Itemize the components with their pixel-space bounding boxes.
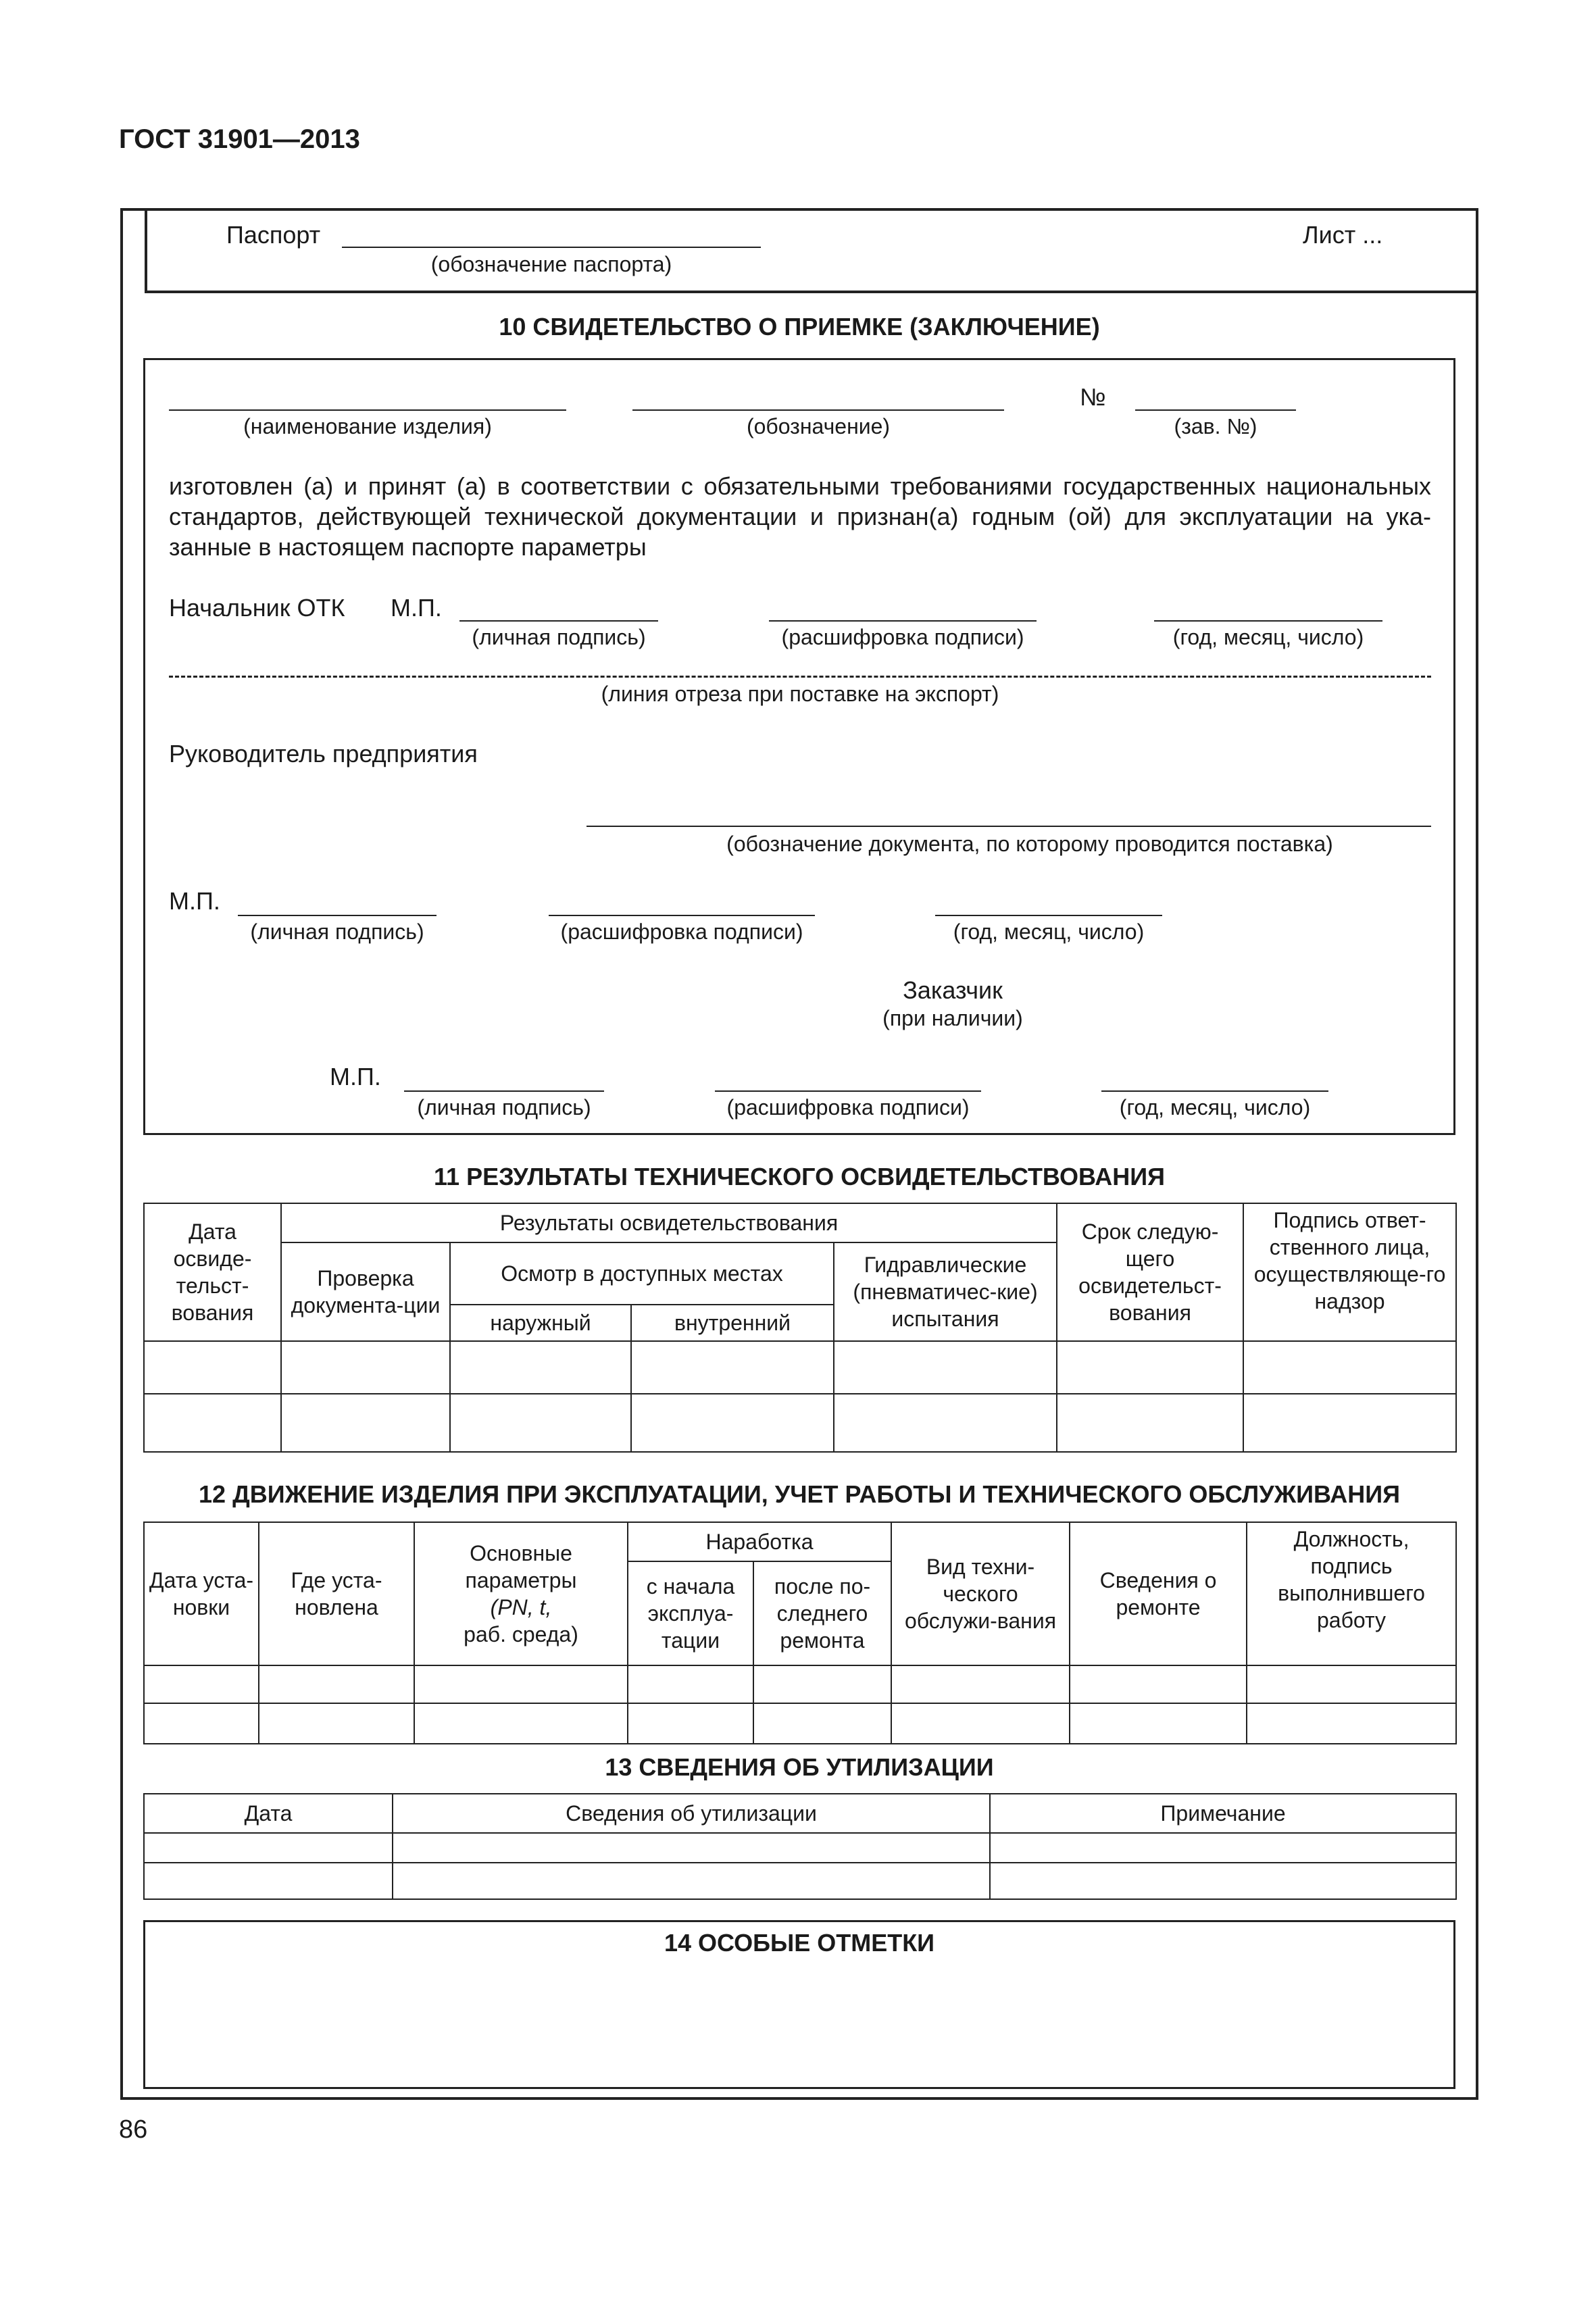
customer-label: Заказчик <box>903 976 1003 1004</box>
table-cell[interactable] <box>628 1703 753 1744</box>
col-performer: Должность, подпись выполнившего работу <box>1247 1522 1456 1665</box>
table-cell[interactable] <box>891 1665 1070 1703</box>
otk-head-label: Начальник ОТК <box>169 594 345 622</box>
section14-title: 14 ОСОБЫЕ ОТМЕТКИ <box>664 1929 935 1957</box>
customer-date-caption: (год, месяц, число) <box>1119 1095 1311 1120</box>
col-disposal-date: Дата <box>144 1794 393 1833</box>
enterprise-stamp-label: М.П. <box>169 887 220 915</box>
otk-decode-caption: (расшифровка подписи) <box>781 625 1024 649</box>
passport-label: Паспорт <box>226 221 321 249</box>
customer-signature-caption: (личная подпись) <box>417 1095 591 1120</box>
table-cell[interactable] <box>753 1665 891 1703</box>
table-cell[interactable] <box>1057 1341 1243 1394</box>
col-since-repair: после по-следнего ремонта <box>753 1561 891 1665</box>
table-cell[interactable] <box>1070 1703 1247 1744</box>
enterprise-decode-caption: (расшифровка подписи) <box>560 920 803 944</box>
otk-signature-field[interactable] <box>459 620 658 622</box>
passport-bottom-rule <box>145 291 1478 293</box>
col-inspection-date: Дата освиде-тельст-вования <box>144 1203 281 1341</box>
otk-decode-field[interactable] <box>769 620 1037 622</box>
col-outer: наружный <box>450 1305 631 1341</box>
enterprise-signature-field[interactable] <box>238 915 437 916</box>
cut-line <box>169 676 1431 678</box>
supply-document-field[interactable] <box>587 826 1431 827</box>
table-cell[interactable] <box>631 1341 834 1394</box>
serial-number-field[interactable] <box>1135 409 1296 411</box>
table-row <box>144 1341 1456 1394</box>
sheet-label: Лист ... <box>1303 221 1383 249</box>
table-cell[interactable] <box>144 1863 393 1899</box>
table-cell[interactable] <box>393 1863 990 1899</box>
enterprise-head-label: Руководитель предприятия <box>169 740 478 768</box>
customer-signature-field[interactable] <box>404 1090 604 1092</box>
number-sign: № <box>1080 383 1106 411</box>
col-since-start: с начала эксплуа-тации <box>628 1561 753 1665</box>
section11-title: 11 РЕЗУЛЬТАТЫ ТЕХНИЧЕСКОГО ОСВИДЕТЕЛЬСТВОВАНИЯ <box>434 1163 1165 1190</box>
table-cell[interactable] <box>144 1394 281 1452</box>
passport-left-rule <box>145 208 147 292</box>
col-next-inspection: Срок следую-щего освидетельст-вования <box>1057 1203 1243 1341</box>
table-cell[interactable] <box>144 1703 259 1744</box>
passport-caption: (обозначение паспорта) <box>430 252 672 276</box>
col-runtime: Наработка <box>628 1522 891 1561</box>
inspection-results-table <box>143 1203 1457 1453</box>
col-disposal-note: Примечание <box>990 1794 1456 1833</box>
customer-date-field[interactable] <box>1101 1090 1328 1092</box>
product-name-caption: (наименование изделия) <box>243 414 492 438</box>
page-number: 86 <box>119 2115 148 2144</box>
col-install-date: Дата уста-новки <box>144 1522 259 1665</box>
table-cell[interactable] <box>753 1703 891 1744</box>
table-cell[interactable] <box>628 1665 753 1703</box>
table-row <box>144 1394 1456 1452</box>
product-designation-caption: (обозначение) <box>746 414 891 438</box>
table-cell[interactable] <box>891 1703 1070 1744</box>
serial-number-caption: (зав. №) <box>1174 414 1257 438</box>
section10-title: 10 СВИДЕТЕЛЬСТВО О ПРИЕМКЕ (ЗАКЛЮЧЕНИЕ) <box>499 313 1100 341</box>
col-document-check: Проверка документа-ции <box>281 1242 450 1341</box>
product-name-field[interactable] <box>169 409 566 411</box>
standard-number: ГОСТ 31901—2013 <box>119 124 360 154</box>
table-cell[interactable] <box>990 1863 1456 1899</box>
acceptance-text-line1: изготовлен (а) и принят (а) в соответствии с обязательными требованиями государственных национальных <box>169 472 1431 500</box>
table-cell[interactable] <box>1243 1394 1456 1452</box>
table-row <box>144 1833 1456 1863</box>
table-cell[interactable] <box>1247 1703 1456 1744</box>
main-parameters-line3: раб. среда) <box>464 1622 578 1646</box>
operation-log-table <box>143 1521 1457 1744</box>
col-disposal-info: Сведения об утилизации <box>393 1794 990 1833</box>
customer-stamp-label: М.П. <box>330 1063 381 1090</box>
table-cell[interactable] <box>414 1665 628 1703</box>
table-cell[interactable] <box>1057 1394 1243 1452</box>
otk-stamp-label: М.П. <box>391 594 442 622</box>
table-cell[interactable] <box>450 1394 631 1452</box>
col-inspection-results: Результаты освидетельствования <box>281 1203 1057 1242</box>
table-cell[interactable] <box>281 1341 450 1394</box>
acceptance-text-line3: занные в настоящем паспорте параметры <box>169 533 647 561</box>
section13-title: 13 СВЕДЕНИЯ ОБ УТИЛИЗАЦИИ <box>605 1753 994 1781</box>
otk-date-field[interactable] <box>1154 620 1382 622</box>
otk-signature-caption: (личная подпись) <box>472 625 646 649</box>
col-inner: внутренний <box>631 1305 834 1341</box>
disposal-table <box>143 1793 1457 1900</box>
product-designation-field[interactable] <box>632 409 1004 411</box>
table-cell[interactable] <box>1247 1665 1456 1703</box>
otk-date-caption: (год, месяц, число) <box>1172 625 1364 649</box>
customer-decode-caption: (расшифровка подписи) <box>726 1095 970 1120</box>
table-cell[interactable] <box>414 1703 628 1744</box>
cut-line-caption: (линия отреза при поставке на экспорт) <box>601 682 999 706</box>
table-row <box>144 1703 1456 1744</box>
section12-title: 12 ДВИЖЕНИЕ ИЗДЕЛИЯ ПРИ ЭКСПЛУАТАЦИИ, УЧЕТ РАБОТЫ И ТЕХНИЧЕСКОГО ОБСЛУЖИВАНИЯ <box>199 1480 1400 1508</box>
col-service-type: Вид техни-ческого обслужи-вания <box>891 1522 1070 1665</box>
table-cell[interactable] <box>1070 1665 1247 1703</box>
table-cell[interactable] <box>834 1341 1057 1394</box>
table-cell[interactable] <box>631 1394 834 1452</box>
table-row <box>144 1863 1456 1899</box>
col-supervisor-signature: Подпись ответ-ственного лица, осуществляюще-го надзор <box>1243 1203 1456 1341</box>
table-cell[interactable] <box>144 1341 281 1394</box>
main-parameters-line2: (PN, t, <box>490 1595 552 1619</box>
acceptance-text-line2: стандартов, действующей технической документации и признан(а) годным (ой) для эксплуатации на ука- <box>169 503 1431 530</box>
customer-note: (при наличии) <box>882 1006 1023 1030</box>
enterprise-signature-caption: (личная подпись) <box>250 920 424 944</box>
col-install-location: Где уста-новлена <box>259 1522 414 1665</box>
col-hydraulic-tests: Гидравлические (пневматичес-кие) испытания <box>834 1242 1057 1341</box>
table-cell[interactable] <box>450 1341 631 1394</box>
main-parameters-line1: Основные параметры <box>465 1541 577 1592</box>
enterprise-date-field[interactable] <box>935 915 1162 916</box>
col-main-parameters <box>414 1522 628 1665</box>
table-cell[interactable] <box>259 1665 414 1703</box>
supply-document-caption: (обозначение документа, по которому проводится поставка) <box>726 832 1333 856</box>
table-cell[interactable] <box>144 1833 393 1863</box>
col-visual-inspection: Осмотр в доступных местах <box>450 1242 834 1305</box>
enterprise-date-caption: (год, месяц, число) <box>953 920 1145 944</box>
table-cell[interactable] <box>1243 1341 1456 1394</box>
table-cell[interactable] <box>259 1703 414 1744</box>
passport-designation-field[interactable] <box>342 247 761 248</box>
table-cell[interactable] <box>281 1394 450 1452</box>
table-row <box>144 1665 1456 1703</box>
col-repair-info: Сведения о ремонте <box>1070 1522 1247 1665</box>
enterprise-decode-field[interactable] <box>549 915 815 916</box>
table-cell[interactable] <box>144 1665 259 1703</box>
customer-decode-field[interactable] <box>715 1090 981 1092</box>
table-cell[interactable] <box>834 1394 1057 1452</box>
table-cell[interactable] <box>990 1833 1456 1863</box>
table-cell[interactable] <box>393 1833 990 1863</box>
